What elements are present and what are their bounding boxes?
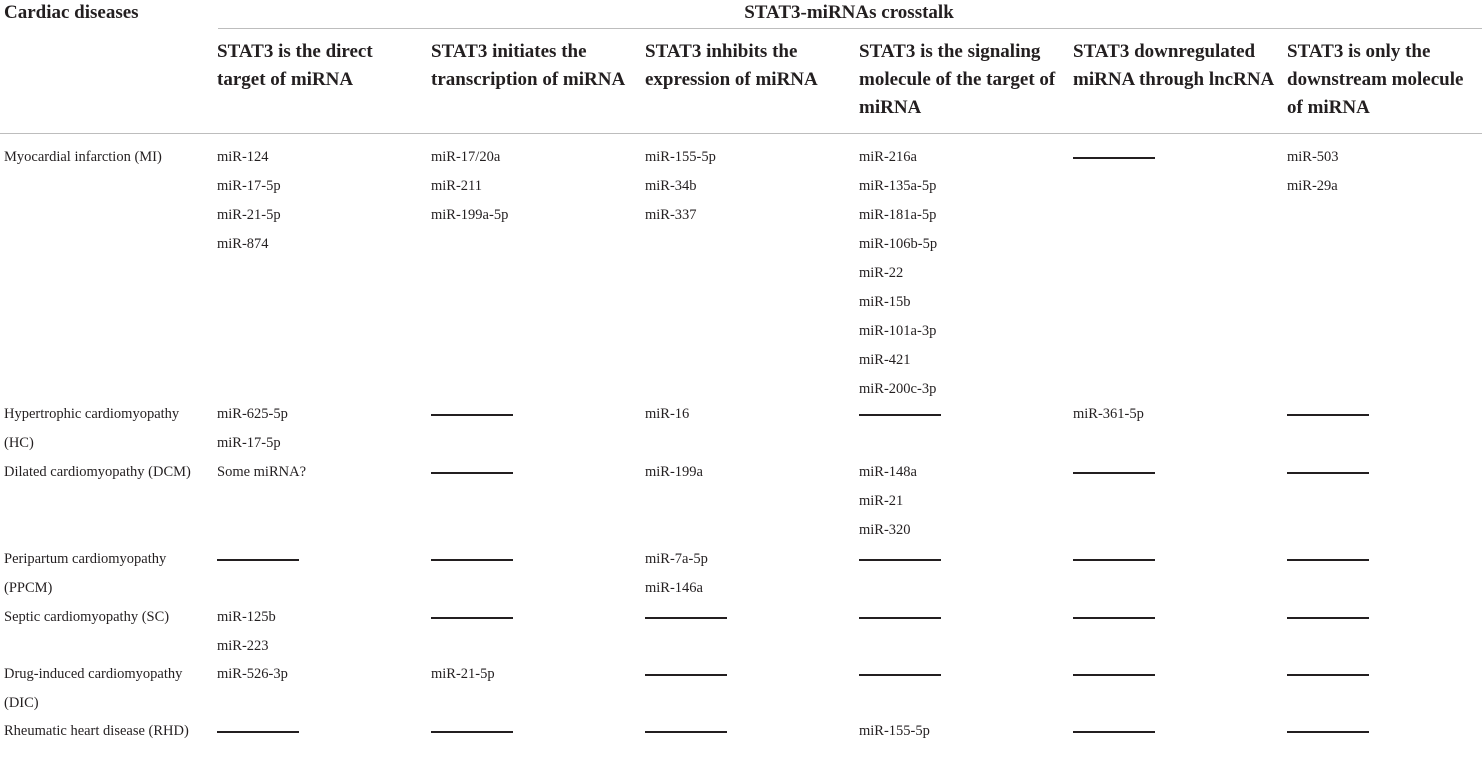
table-cell bbox=[645, 660, 727, 676]
table-cell bbox=[1073, 545, 1155, 561]
empty-cell-dash bbox=[1073, 157, 1155, 159]
table-cell bbox=[217, 143, 281, 259]
mirna-item: miR-22 bbox=[859, 265, 904, 281]
empty-cell-dash bbox=[859, 674, 941, 676]
empty-cell-dash bbox=[859, 617, 941, 619]
mirna-item: Some miRNA? bbox=[217, 464, 307, 480]
mirna-item: miR-526-3p bbox=[217, 666, 288, 682]
table-cell bbox=[1287, 717, 1369, 733]
mirna-item: miR-15b bbox=[859, 294, 911, 310]
disease-name: Myocardial infarction (MI) bbox=[4, 149, 162, 165]
empty-cell-dash bbox=[1287, 559, 1369, 561]
table-cell bbox=[217, 458, 306, 487]
table-cell bbox=[431, 603, 513, 619]
mirna-item: miR-361-5p bbox=[1073, 406, 1144, 422]
table-cell bbox=[431, 545, 513, 561]
mirna-item: miR-148a bbox=[859, 464, 917, 480]
mirna-item: miR-16 bbox=[645, 406, 690, 422]
table-cell bbox=[1073, 717, 1155, 733]
table-cell bbox=[645, 143, 716, 230]
empty-cell-dash bbox=[431, 559, 513, 561]
table-cell bbox=[859, 400, 941, 416]
table-cell bbox=[645, 458, 703, 487]
header-bottom-rule bbox=[0, 133, 1482, 134]
mirna-item: miR-101a-3p bbox=[859, 323, 937, 339]
empty-cell-dash bbox=[1287, 731, 1369, 733]
column-header-inhibits-expression: STAT3 inhibits the expression of miRNA bbox=[645, 41, 818, 90]
mirna-item: miR-146a bbox=[645, 580, 703, 596]
mirna-item: miR-17/20a bbox=[431, 149, 501, 165]
header-stat3-mirnas-crosstalk: STAT3-miRNAs crosstalk bbox=[744, 2, 954, 23]
table-cell bbox=[1287, 660, 1369, 676]
mirna-item: miR-124 bbox=[217, 149, 269, 165]
table-cell bbox=[217, 545, 299, 561]
mirna-item: miR-21-5p bbox=[431, 666, 495, 682]
empty-cell-dash bbox=[1073, 472, 1155, 474]
empty-cell-dash bbox=[1073, 674, 1155, 676]
empty-cell-dash bbox=[1073, 731, 1155, 733]
table-cell bbox=[431, 458, 513, 474]
column-header-direct-target: STAT3 is the direct target of miRNA bbox=[217, 41, 373, 90]
table-cell bbox=[1073, 603, 1155, 619]
table-cell bbox=[645, 545, 708, 603]
header-span-rule bbox=[218, 28, 1482, 29]
empty-cell-dash bbox=[1287, 674, 1369, 676]
disease-name: Dilated cardiomyopathy (DCM) bbox=[4, 464, 191, 480]
table-cell bbox=[859, 660, 941, 676]
disease-name: Rheumatic heart disease (RHD) bbox=[4, 723, 189, 739]
empty-cell-dash bbox=[1073, 617, 1155, 619]
table-cell bbox=[431, 660, 495, 689]
table-cell bbox=[645, 603, 727, 619]
mirna-item: miR-200c-3p bbox=[859, 381, 937, 397]
empty-cell-dash bbox=[431, 731, 513, 733]
table-cell bbox=[859, 603, 941, 619]
empty-cell-dash bbox=[217, 559, 299, 561]
table-cell bbox=[645, 717, 727, 733]
empty-cell-dash bbox=[645, 674, 727, 676]
table-cell bbox=[859, 545, 941, 561]
empty-cell-dash bbox=[645, 731, 727, 733]
empty-cell-dash bbox=[217, 731, 299, 733]
mirna-item: miR-155-5p bbox=[645, 149, 716, 165]
mirna-item: miR-125b bbox=[217, 609, 276, 625]
empty-cell-dash bbox=[859, 559, 941, 561]
mirna-item: miR-625-5p bbox=[217, 406, 288, 422]
mirna-item: miR-29a bbox=[1287, 178, 1338, 194]
mirna-item: miR-155-5p bbox=[859, 723, 930, 739]
table-cell bbox=[217, 717, 299, 733]
table-cell bbox=[217, 400, 288, 458]
column-header-initiates-transcription: STAT3 initiates the transcription of miRNA bbox=[431, 41, 626, 90]
mirna-item: miR-211 bbox=[431, 178, 483, 194]
table-cell bbox=[1073, 400, 1144, 429]
disease-name: Septic cardiomyopathy (SC) bbox=[4, 609, 170, 625]
table-cell bbox=[431, 143, 508, 230]
column-header-downregulated-via-lncrna: STAT3 downregulated miRNA through lncRNA bbox=[1073, 41, 1275, 90]
table-cell bbox=[859, 717, 930, 746]
mirna-item: miR-421 bbox=[859, 352, 911, 368]
table-cell bbox=[1073, 143, 1155, 159]
mirna-item: miR-17-5p bbox=[217, 435, 281, 451]
table-cell bbox=[1287, 545, 1369, 561]
empty-cell-dash bbox=[431, 617, 513, 619]
mirna-item: miR-17-5p bbox=[217, 178, 281, 194]
table-cell bbox=[1073, 458, 1155, 474]
empty-cell-dash bbox=[1073, 559, 1155, 561]
mirna-item: miR-181a-5p bbox=[859, 207, 937, 223]
mirna-item: miR-21 bbox=[859, 493, 904, 509]
mirna-item: miR-199a-5p bbox=[431, 207, 509, 223]
empty-cell-dash bbox=[1287, 472, 1369, 474]
mirna-item: miR-874 bbox=[217, 236, 269, 252]
table-cell bbox=[1073, 660, 1155, 676]
disease-name: Peripartum cardiomyopathy (PPCM) bbox=[4, 551, 167, 596]
column-header-downstream-molecule: STAT3 is only the downstream molecule of miRNA bbox=[1287, 41, 1464, 118]
mirna-item: miR-503 bbox=[1287, 149, 1339, 165]
mirna-item: miR-34b bbox=[645, 178, 697, 194]
mirna-item: miR-216a bbox=[859, 149, 917, 165]
table-cell bbox=[217, 603, 276, 661]
empty-cell-dash bbox=[859, 414, 941, 416]
table-cell bbox=[431, 717, 513, 733]
empty-cell-dash bbox=[431, 472, 513, 474]
mirna-item: miR-21-5p bbox=[217, 207, 281, 223]
disease-name: Hypertrophic cardiomyopathy (HC) bbox=[4, 406, 180, 451]
table-cell bbox=[217, 660, 288, 689]
table-cell bbox=[1287, 143, 1339, 201]
table-cell bbox=[859, 143, 937, 404]
mirna-item: miR-106b-5p bbox=[859, 236, 938, 252]
empty-cell-dash bbox=[645, 617, 727, 619]
table-cell bbox=[1287, 603, 1369, 619]
mirna-item: miR-7a-5p bbox=[645, 551, 708, 567]
table-cell bbox=[645, 400, 689, 429]
empty-cell-dash bbox=[431, 414, 513, 416]
empty-cell-dash bbox=[1287, 617, 1369, 619]
table-cell bbox=[1287, 458, 1369, 474]
table-cell bbox=[1287, 400, 1369, 416]
mirna-item: miR-320 bbox=[859, 522, 911, 538]
mirna-item: miR-135a-5p bbox=[859, 178, 937, 194]
mirna-item: miR-223 bbox=[217, 638, 269, 654]
header-cardiac-diseases: Cardiac diseases bbox=[4, 2, 139, 23]
table-cell bbox=[431, 400, 513, 416]
table-cell bbox=[859, 458, 917, 545]
disease-name: Drug-induced cardiomyopathy (DIC) bbox=[4, 666, 183, 711]
empty-cell-dash bbox=[1287, 414, 1369, 416]
mirna-item: miR-337 bbox=[645, 207, 697, 223]
mirna-item: miR-199a bbox=[645, 464, 703, 480]
column-header-signaling-molecule: STAT3 is the signaling molecule of the target of miRNA bbox=[859, 41, 1056, 118]
